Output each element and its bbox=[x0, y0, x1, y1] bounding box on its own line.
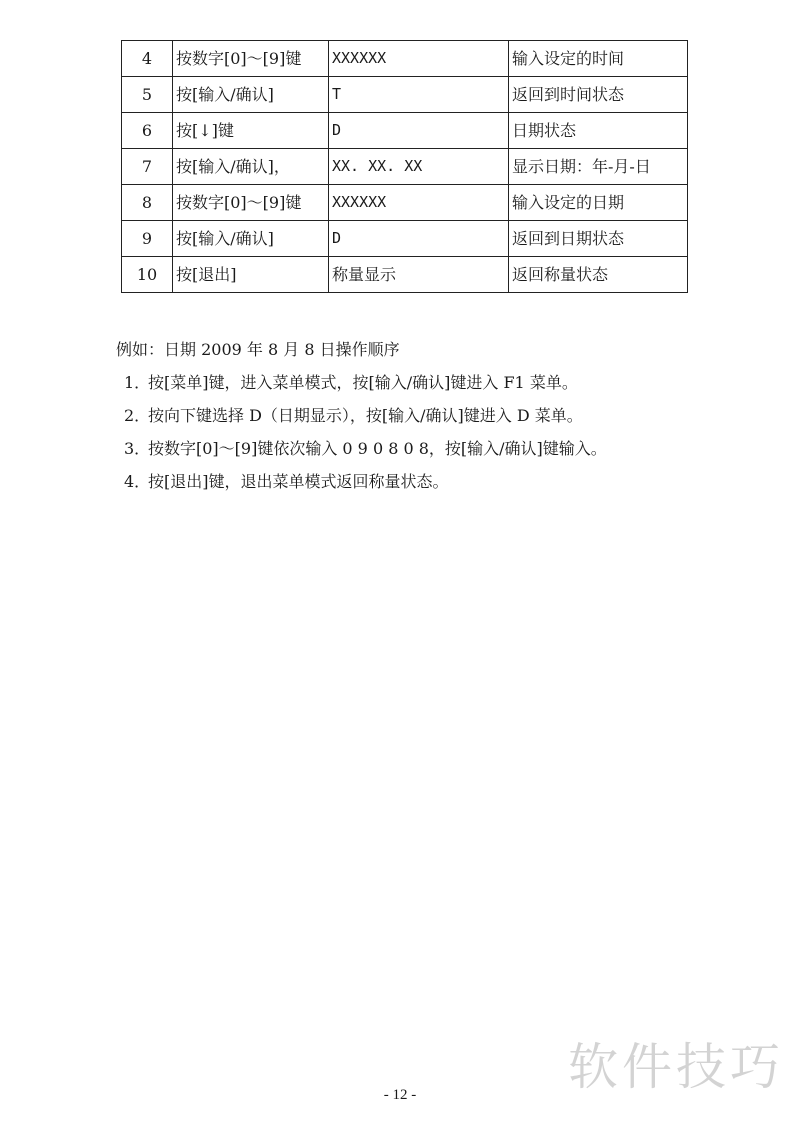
step-display: XXXXXX bbox=[329, 185, 509, 221]
list-item-text: 按向下键选择 D（日期显示），按[输入/确认]键进入 D 菜单。 bbox=[148, 406, 583, 425]
step-display: XX. XX. XX bbox=[329, 149, 509, 185]
table-row bbox=[122, 257, 688, 293]
step-action: 按[输入/确认] bbox=[173, 221, 329, 257]
step-display: D bbox=[329, 221, 509, 257]
step-action: 按[输入/确认] bbox=[173, 77, 329, 113]
watermark: 软件技巧 bbox=[568, 1038, 784, 1096]
list-item-text: 按数字[0]～[9]键依次输入 0 9 0 8 0 8，按[输入/确认]键输入。 bbox=[148, 439, 607, 458]
step-display: T bbox=[329, 77, 509, 113]
table-row bbox=[122, 113, 688, 149]
step-description: 显示日期：年-月-日 bbox=[509, 149, 688, 185]
list-item-number: 2． bbox=[124, 406, 151, 425]
step-number: 6 bbox=[122, 113, 173, 149]
page-number: - 12 - bbox=[383, 1087, 417, 1103]
list-item bbox=[124, 474, 607, 507]
operation-steps-table bbox=[121, 40, 688, 293]
step-description: 返回称量状态 bbox=[509, 257, 688, 293]
step-action: 按[退出] bbox=[173, 257, 329, 293]
table-row bbox=[122, 77, 688, 113]
step-number: 10 bbox=[122, 257, 173, 293]
step-display: XXXXXX bbox=[329, 41, 509, 77]
step-number: 7 bbox=[122, 149, 173, 185]
list-item-text: 按[菜单]键，进入菜单模式，按[输入/确认]键进入 F1 菜单。 bbox=[148, 373, 578, 392]
step-description: 输入设定的日期 bbox=[509, 185, 688, 221]
list-item-text: 按[退出]键，退出菜单模式返回称量状态。 bbox=[148, 472, 449, 491]
step-action: 按数字[0]～[9]键 bbox=[173, 41, 329, 77]
step-display: 称量显示 bbox=[329, 257, 509, 293]
step-action: 按[↓]键 bbox=[173, 113, 329, 149]
step-description: 返回到时间状态 bbox=[509, 77, 688, 113]
list-item bbox=[124, 375, 607, 408]
step-number: 4 bbox=[122, 41, 173, 77]
step-description: 输入设定的时间 bbox=[509, 41, 688, 77]
step-number: 9 bbox=[122, 221, 173, 257]
step-number: 5 bbox=[122, 77, 173, 113]
table-row bbox=[122, 149, 688, 185]
list-item-number: 3． bbox=[124, 439, 151, 458]
step-description: 日期状态 bbox=[509, 113, 688, 149]
step-action: 按[输入/确认]， bbox=[173, 149, 329, 185]
list-item bbox=[124, 441, 607, 474]
step-action: 按数字[0]～[9]键 bbox=[173, 185, 329, 221]
example-heading: 例如：日期 2009 年 8 月 8 日操作顺序 bbox=[116, 340, 400, 359]
step-description: 返回到日期状态 bbox=[509, 221, 688, 257]
example-steps-list bbox=[124, 375, 607, 507]
list-item bbox=[124, 408, 607, 441]
table-row bbox=[122, 221, 688, 257]
step-display: D bbox=[329, 113, 509, 149]
list-item-number: 4． bbox=[124, 472, 151, 491]
table-row bbox=[122, 185, 688, 221]
step-number: 8 bbox=[122, 185, 173, 221]
table-row bbox=[122, 41, 688, 77]
list-item-number: 1． bbox=[124, 373, 151, 392]
